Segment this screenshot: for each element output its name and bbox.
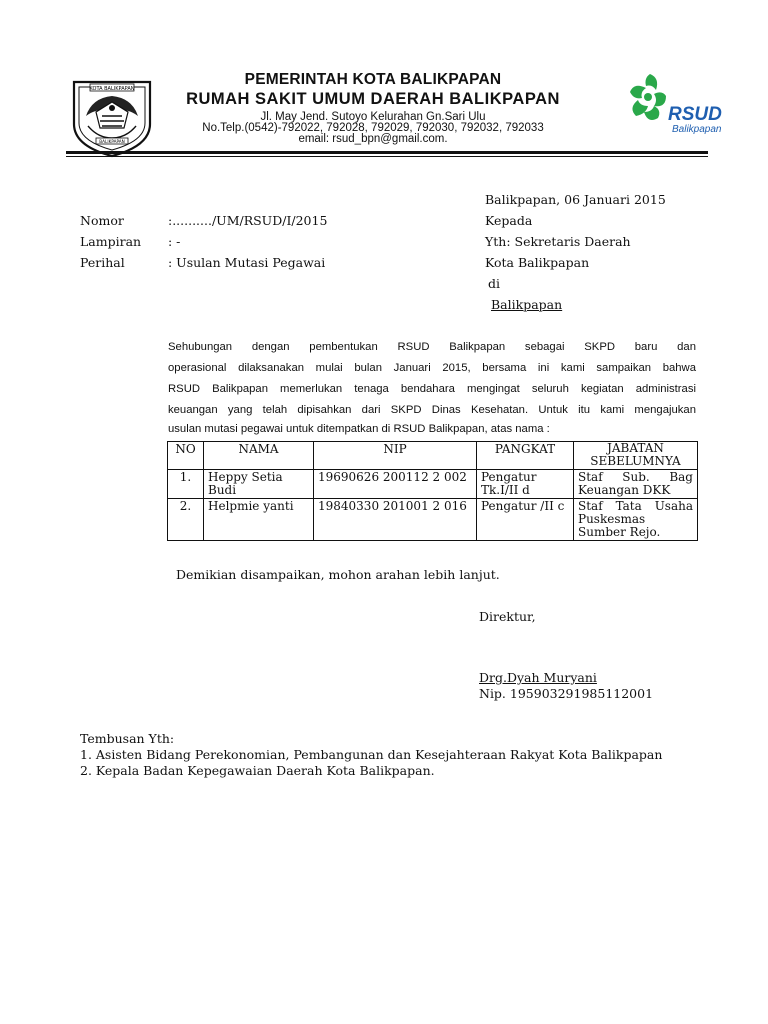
- row-2-jabatan-line-3: Sumber Rejo.: [578, 525, 661, 539]
- lampiran-value: : -: [168, 234, 181, 249]
- row-1-nama: [204, 470, 314, 499]
- table-row: [168, 470, 698, 499]
- recipient-di: di: [488, 276, 500, 291]
- table-row: [168, 499, 698, 541]
- row-1-jabatan-line-1: Staf Sub. Bag: [578, 470, 693, 484]
- body-line-2: operasional dilaksanakan mulai bulan Januari 2015, bersama ini kami sampaikan bahwa: [168, 362, 696, 374]
- signer-title: Direktur,: [479, 609, 536, 624]
- signer-nip: Nip. 195903291985112001: [479, 686, 654, 701]
- body-line-5: usulan mutasi pegawai untuk ditempatkan di RSUD Balikpapan, atas nama :: [168, 423, 550, 435]
- table-header-row: [168, 442, 698, 470]
- body-line-1: Sehubungan dengan pembentukan RSUD Balikpapan sebagai SKPD baru dan: [168, 341, 696, 353]
- recipient-kepada: Kepada: [485, 213, 533, 228]
- signer-name: Drg.Dyah Muryani: [479, 670, 597, 685]
- cc-item-2: 2. Kepala Badan Kepegawaian Daerah Kota Balikpapan.: [80, 763, 435, 778]
- row-1-jabatan-line-2: Keuangan DKK: [578, 483, 671, 497]
- row-1-nama-line-1: Heppy Setia: [208, 470, 283, 484]
- row-2-nama-line-1: Helpmie yanti: [208, 499, 294, 513]
- header-nama: NAMA: [204, 442, 314, 470]
- cc-item-1: 1. Asisten Bidang Perekonomian, Pembangunan dan Kesejahteraan Rakyat Kota Balikpapan: [80, 747, 663, 762]
- city-emblem-logo: [68, 72, 156, 158]
- row-2-no: 2.: [168, 499, 204, 541]
- row-1-pangkat-line-1: Pengatur: [481, 470, 537, 484]
- row-1-nama-line-2: Budi: [208, 483, 237, 497]
- row-2-jabatan-line-1: Staf Tata Usaha: [578, 499, 693, 513]
- recipient-place: Balikpapan: [491, 297, 563, 312]
- header-rule-thin: [66, 156, 708, 157]
- header-no: NO: [168, 442, 204, 470]
- closing-statement: Demikian disampaikan, mohon arahan lebih lanjut.: [176, 567, 500, 582]
- rsud-swirl-icon: [630, 74, 666, 120]
- header-rule-thick: [66, 151, 708, 154]
- rsud-logo: [624, 70, 734, 136]
- staff-table: [167, 441, 698, 541]
- hospital-phone: No.Telp.(0542)-792022, 792028, 792029, 792030, 792032, 792033: [202, 122, 544, 134]
- recipient-city: Kota Balikpapan: [485, 255, 590, 270]
- row-2-nip: 19840330 201001 2 016: [314, 499, 477, 541]
- rsud-logo-subtext: Balikpapan: [672, 124, 722, 135]
- city-logo-bottom-text: BALIKPAPAN: [99, 139, 125, 144]
- recipient-yth: Yth: Sekretaris Daerah: [485, 234, 631, 249]
- body-line-3: RSUD Balikpapan memerlukan tenaga bendahara mengingat seluruh kegiatan administrasi: [168, 383, 696, 395]
- city-logo-top-text: KOTA BALIKPAPAN: [89, 85, 135, 92]
- body-line-4: keuangan yang telah dipisahkan dari SKPD Dinas Kesehatan. Untuk itu kami mengajukan: [168, 404, 696, 416]
- header-pangkat: PANGKAT: [477, 442, 574, 470]
- cc-heading: Tembusan Yth:: [80, 731, 175, 746]
- row-1-nip: 19690626 200112 2 002: [314, 470, 477, 499]
- perihal-value: : Usulan Mutasi Pegawai: [168, 255, 326, 270]
- government-name: PEMERINTAH KOTA BALIKPAPAN: [244, 71, 502, 88]
- row-2-jabatan-line-2: Puskesmas: [578, 512, 646, 526]
- hospital-email: email: rsud_bpn@gmail.com.: [298, 133, 448, 145]
- row-2-nama: [204, 499, 314, 541]
- row-1-pangkat: [477, 470, 574, 499]
- row-1-pangkat-line-2: Tk.I/II d: [481, 483, 530, 497]
- nomor-value: :........../UM/RSUD/I/2015: [168, 213, 328, 228]
- row-2-pangkat: [477, 499, 574, 541]
- hospital-address: Jl. May Jend. Sutoyo Kelurahan Gn.Sari Ulu: [260, 111, 486, 123]
- row-2-pangkat-line-1: Pengatur /II c: [481, 499, 565, 513]
- header-nip: NIP: [314, 442, 477, 470]
- rsud-logo-text: RSUD: [668, 104, 722, 125]
- lampiran-label: Lampiran: [80, 234, 142, 249]
- row-2-jabatan: [574, 499, 698, 541]
- row-1-jabatan: [574, 470, 698, 499]
- letter-date: Balikpapan, 06 Januari 2015: [485, 192, 666, 207]
- hospital-name: RUMAH SAKIT UMUM DAERAH BALIKPAPAN: [186, 90, 560, 108]
- nomor-label: Nomor: [80, 213, 124, 228]
- row-1-no: 1.: [168, 470, 204, 499]
- perihal-label: Perihal: [80, 255, 125, 270]
- header-jabatan: JABATAN SEBELUMNYA: [574, 442, 698, 470]
